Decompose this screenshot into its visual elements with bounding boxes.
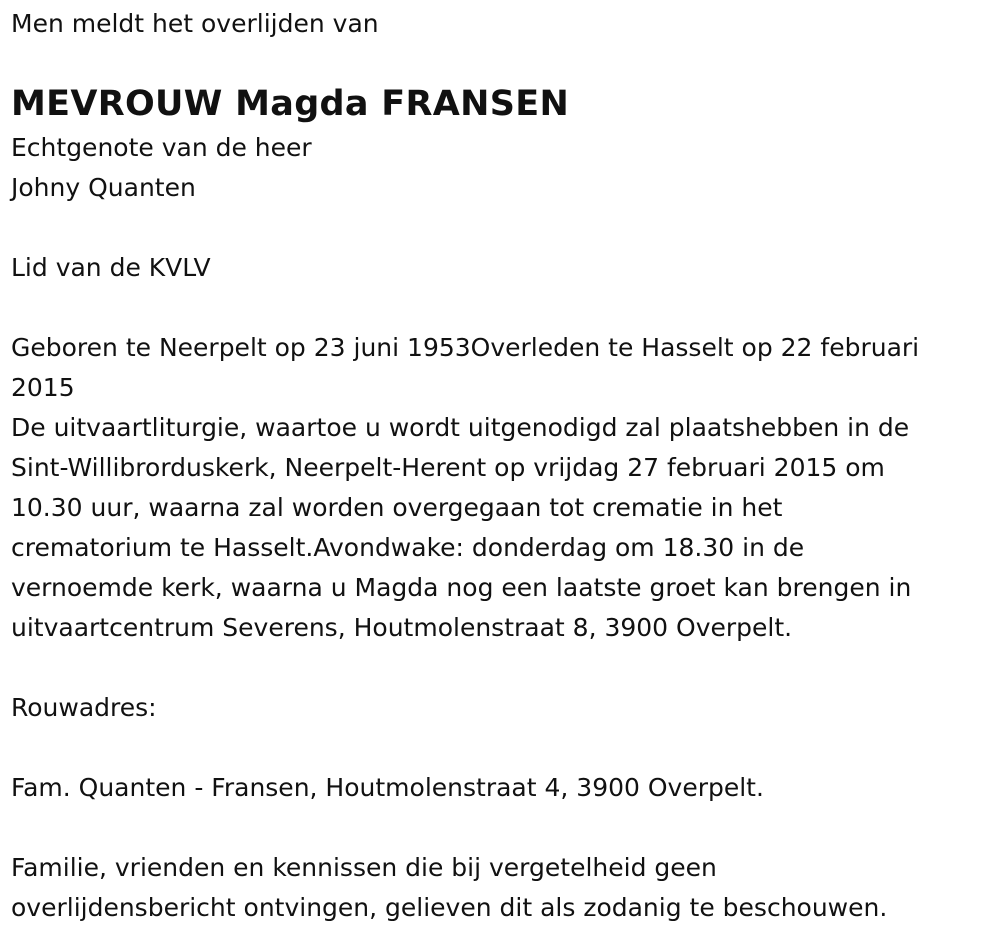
closing-paragraph [11, 848, 1000, 928]
spouse-line-2: Johny Quanten [11, 173, 196, 202]
closing-line: Familie, vrienden en kennissen die bij vergetelheid geen [11, 853, 717, 882]
spacer [11, 288, 1000, 328]
spacer [11, 208, 1000, 248]
spacer [11, 728, 1000, 768]
funeral-line: 10.30 uur, waarna zal worden overgegaan tot crematie in het [11, 493, 783, 522]
closing-line: overlijdensbericht ontvingen, gelieven dit als zodanig te beschouwen. [11, 893, 888, 922]
birth-death-line-1: Geboren te Neerpelt op 23 juni 1953Overleden te Hasselt op 22 februari [11, 333, 920, 362]
funeral-line: crematorium te Hasselt.Avondwake: donderdag om 18.30 in de [11, 533, 805, 562]
intro-text: Men meldt het overlijden van [11, 9, 379, 38]
mourning-address: Fam. Quanten - Fransen, Houtmolenstraat 4, 3900 Overpelt. [11, 773, 764, 802]
funeral-line: Sint-Willibrorduskerk, Neerpelt-Herent op vrijdag 27 februari 2015 om [11, 453, 885, 482]
birth-death-line-2: 2015 [11, 373, 75, 402]
funeral-line: uitvaartcentrum Severens, Houtmolenstraat 8, 3900 Overpelt. [11, 613, 793, 642]
funeral-line: De uitvaartliturgie, waartoe u wordt uitgenodigd zal plaatshebben in de [11, 413, 910, 442]
membership-text: Lid van de KVLV [11, 253, 211, 282]
mourning-address-label: Rouwadres: [11, 693, 157, 722]
spouse-line-1: Echtgenote van de heer [11, 133, 312, 162]
funeral-paragraph [11, 408, 1000, 648]
spacer [11, 808, 1000, 848]
spacer [11, 648, 1000, 688]
deceased-name: MEVROUW Magda FRANSEN [11, 84, 570, 124]
funeral-line: vernoemde kerk, waarna u Magda nog een laatste groet kan brengen in [11, 573, 912, 602]
